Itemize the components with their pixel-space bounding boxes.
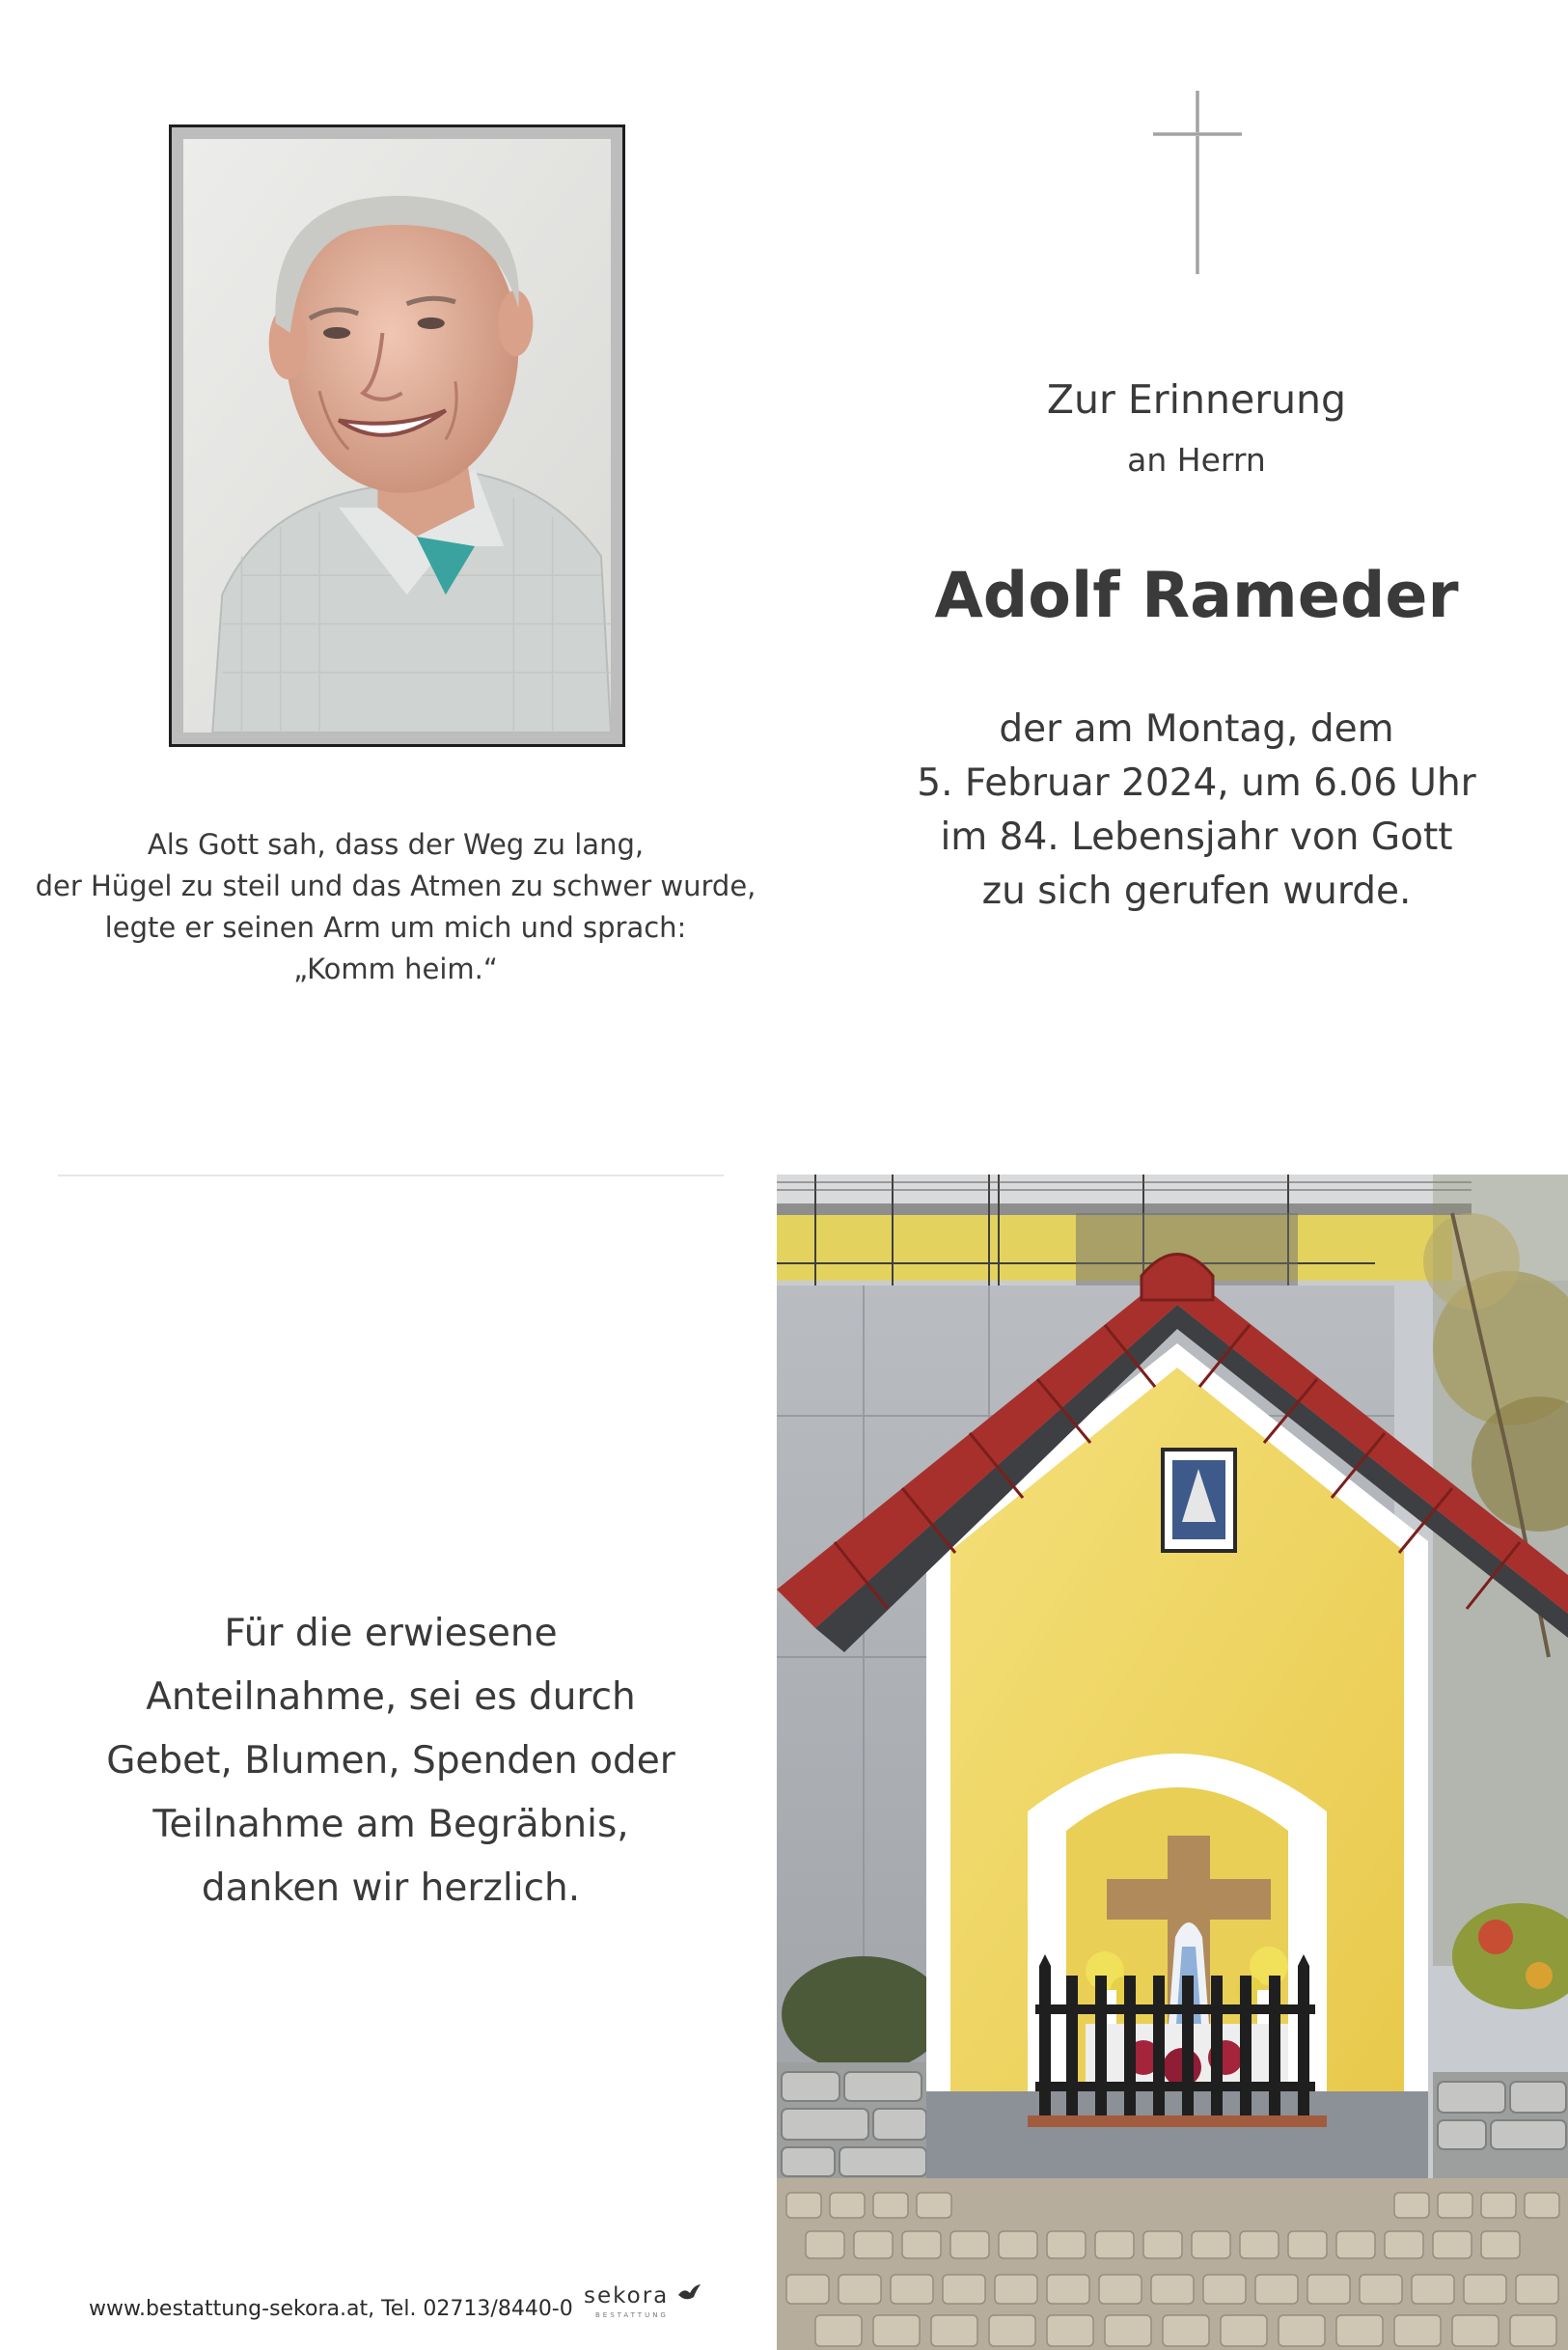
bird-icon bbox=[676, 2283, 701, 2303]
poem-line: Als Gott sah, dass der Weg zu lang, bbox=[147, 828, 645, 861]
thanks-text bbox=[58, 1602, 724, 1921]
chapel-image bbox=[777, 1175, 1568, 2350]
poem-line: der Hügel zu steil und das Atmen zu schwer wurde, bbox=[35, 870, 756, 902]
cross-icon bbox=[1151, 89, 1244, 276]
fold-divider bbox=[58, 1175, 724, 1176]
chapel-photo bbox=[777, 1175, 1568, 2350]
death-notice-line: zu sich gerufen wurde. bbox=[981, 870, 1412, 913]
thanks-line: Für die erwiesene bbox=[224, 1612, 558, 1655]
thanks-line: Gebet, Blumen, Spenden oder bbox=[106, 1739, 675, 1783]
sekora-logo bbox=[584, 2283, 709, 2328]
thanks-line: danken wir herzlich. bbox=[201, 1866, 581, 1910]
portrait-photo bbox=[169, 124, 625, 747]
logo-sub: BESTATTUNG bbox=[595, 2311, 669, 2319]
portrait-image bbox=[183, 139, 611, 733]
death-notice-line: der am Montag, dem bbox=[999, 707, 1394, 751]
thanks-line: Teilnahme am Begräbnis, bbox=[152, 1803, 629, 1846]
logo-brand: sekora bbox=[584, 2283, 670, 2309]
poem bbox=[29, 824, 762, 990]
poem-line: „Komm heim.“ bbox=[293, 953, 498, 985]
memory-subtitle: an Herrn bbox=[1127, 441, 1266, 479]
death-notice bbox=[868, 703, 1525, 919]
memory-title: Zur Erinnerung bbox=[1046, 376, 1347, 423]
deceased-name: Adolf Rameder bbox=[934, 560, 1459, 632]
footer-contact: www.bestattung-sekora.at, Tel. 02713/8440-0 bbox=[89, 2297, 573, 2321]
thanks-line: Anteilnahme, sei es durch bbox=[146, 1675, 636, 1719]
death-notice-line: 5. Februar 2024, um 6.06 Uhr bbox=[917, 761, 1476, 805]
poem-line: legte er seinen Arm um mich und sprach: bbox=[104, 911, 687, 944]
death-notice-line: im 84. Lebensjahr von Gott bbox=[940, 816, 1453, 859]
